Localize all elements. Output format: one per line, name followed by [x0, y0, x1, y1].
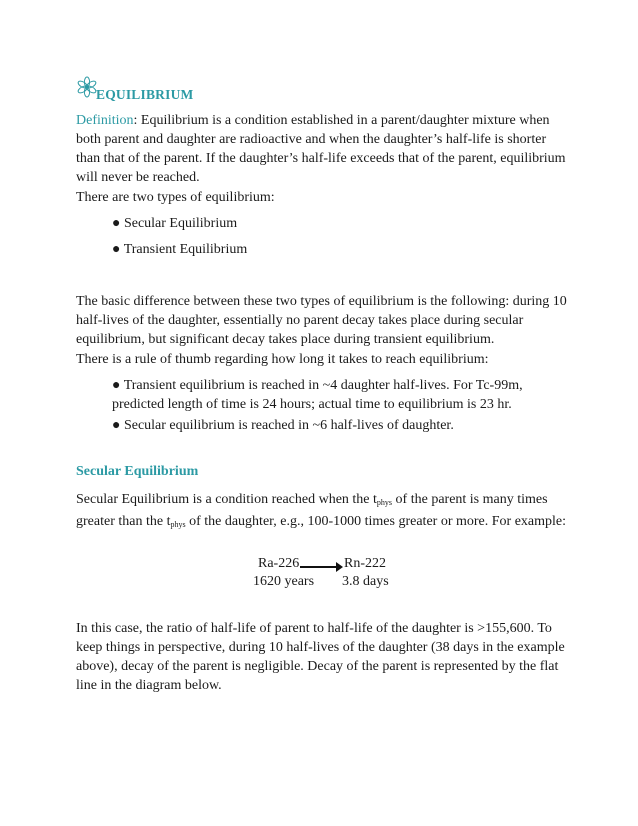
- closing-paragraph: In this case, the ratio of half-life of parent to half-life of the daughter is >155,600. To keep things in perspective, during 10 half-lives of the daughter (38 days in the example above), decay of the parent is negligible. Decay of the parent is represented by the flat line in the diagram below.: [76, 621, 565, 693]
- reaction-daughter: Rn-222: [344, 556, 386, 571]
- secular-text-part1: Secular Equilibrium is a condition reached when the t: [76, 492, 377, 507]
- secular-paragraph: [76, 490, 568, 534]
- rule-intro: There is a rule of thumb regarding how long it takes to reach equilibrium:: [76, 352, 489, 367]
- type-item-transient: ● Transient Equilibrium: [112, 242, 248, 257]
- definition-paragraph: [76, 111, 568, 187]
- difference-paragraph: The basic difference between these two types of equilibrium is the following: during 10 half-lives of the daughter, essentially no parent decay takes place during secular equilibrium, but significant decay takes place during transient equilibrium.: [76, 294, 567, 347]
- flower-ornament-icon: [76, 76, 98, 98]
- reaction-parent-halflife: 1620 years: [253, 574, 315, 589]
- reaction-daughter-halflife: 3.8 days: [342, 574, 389, 589]
- rule-item-secular: ● Secular equilibrium is reached in ~6 half-lives of daughter.: [112, 418, 454, 433]
- secular-text-part2: of the parent is many times greater than the t: [76, 492, 548, 529]
- page-heading: EQUILIBRIUM: [96, 87, 194, 102]
- section-title-secular: Secular Equilibrium: [76, 464, 199, 479]
- types-intro: There are two types of equilibrium:: [76, 190, 275, 205]
- definition-text: : Equilibrium is a condition established in a parent/daughter mixture when both parent and daughter are radioactive and when the daughter’s half-life is shorter than that of the parent. If the daughter’s half-life exceeds that of the parent, equilibrium will never be reached.: [76, 113, 566, 185]
- reaction-arrow-head: [336, 562, 343, 572]
- type-item-secular: ● Secular Equilibrium: [112, 216, 238, 231]
- secular-subscript-1: phys: [376, 498, 393, 507]
- secular-text-part3: of the daughter, e.g., 100-1000 times greater or more. For example:: [185, 514, 567, 529]
- rule-item-transient: ● Transient equilibrium is reached in ~4 daughter half-lives. For Tc-99m, predicted length of time is 24 hours; actual time to equilibrium is 23 hr.: [112, 378, 523, 412]
- definition-label: Definition: [76, 113, 134, 128]
- secular-subscript-2: phys: [170, 520, 186, 529]
- reaction-parent: Ra-226: [258, 556, 300, 571]
- reaction-arrow: [300, 566, 338, 568]
